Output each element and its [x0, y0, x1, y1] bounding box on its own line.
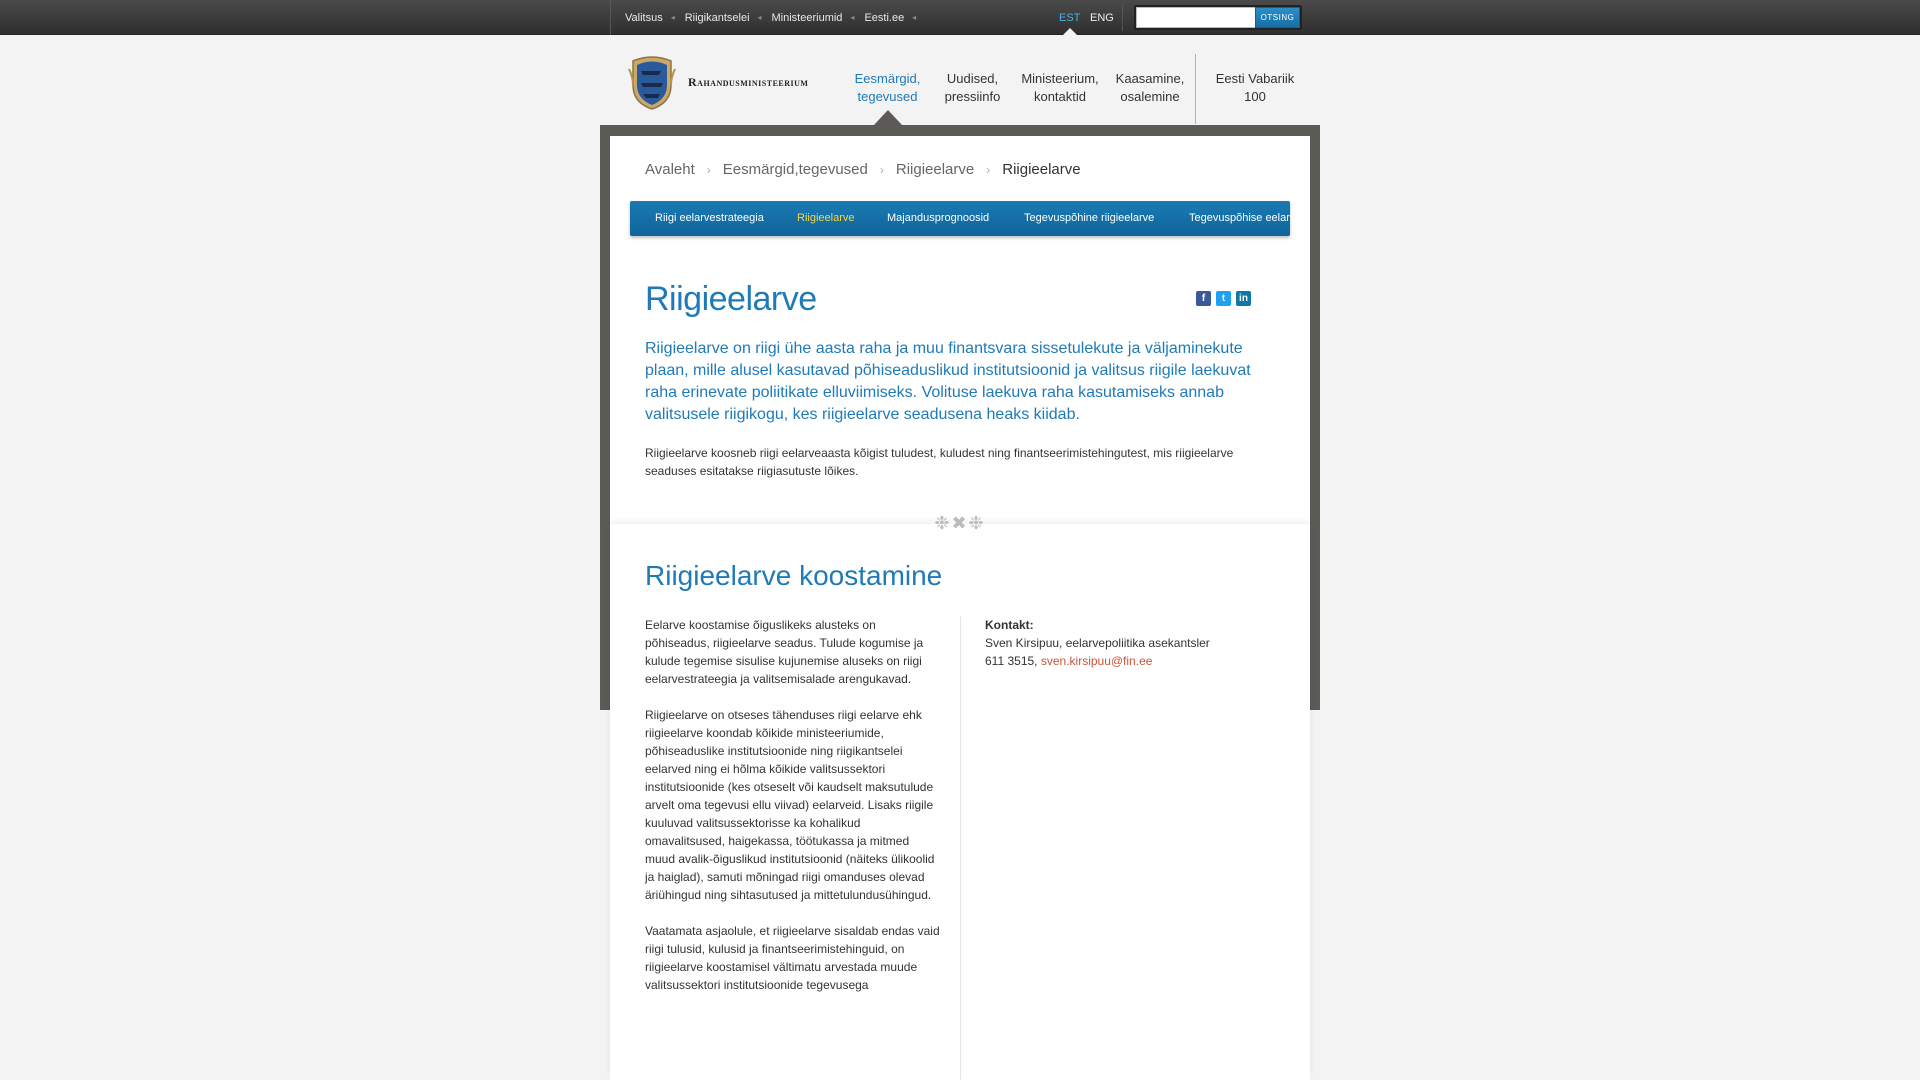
- sub-nav-majandusprognoosid[interactable]: Majandusprognoosid: [887, 212, 990, 224]
- top-divider: [1122, 4, 1123, 31]
- intro-paragraph: Riigieelarve koosneb riigi eelarveaasta kõigist tuludest, kuludest ning finantseerimistehingutest, mis riigieelarve seaduses esitatakse riigiasutuste lõikes.: [645, 446, 1234, 478]
- top-bar: [0, 0, 1920, 35]
- top-link-riigikantselei[interactable]: Riigikantselei ◂: [685, 12, 750, 24]
- main-nav-eesmargid[interactable]: [845, 70, 930, 106]
- lang-est-link[interactable]: EST: [1059, 11, 1081, 24]
- chevron-right-icon: ›: [706, 162, 711, 177]
- section-title: Riigieelarve koostamine: [645, 560, 943, 591]
- search-button[interactable]: OTSING: [1255, 7, 1300, 28]
- main-nav-ministeerium-line1: Ministeerium,: [1021, 71, 1099, 86]
- page-title: Riigieelarve: [645, 280, 817, 318]
- breadcrumb-home[interactable]: Avaleht: [645, 161, 695, 178]
- section-body: [645, 616, 940, 1012]
- sub-nav-tegevuspohine[interactable]: Tegevuspõhine riigieelarve: [1024, 212, 1155, 224]
- breadcrumb-current: Riigieelarve: [1002, 161, 1081, 178]
- section-paragraph-3: Vaatamata asjaolule, et riigieelarve sisaldab endas vaid riigi tulusid, kulusid ja finantseerimistehinguid, on riigieelarve koostamisel vältimatu arvestada muude valitsussektori institutsioonide tegevusega: [645, 924, 940, 992]
- search-input[interactable]: [1136, 7, 1256, 28]
- logo-text: Rahandusministeerium: [688, 75, 809, 89]
- top-link-ministeeriumid[interactable]: Ministeeriumid ◂: [772, 12, 843, 24]
- sub-nav-riigieelarve[interactable]: Riigieelarve: [797, 212, 855, 224]
- nav-active-indicator: [873, 110, 903, 126]
- contact-phone: 611 3515,: [985, 654, 1038, 668]
- lang-active-indicator: [1063, 28, 1077, 35]
- main-content: [610, 136, 1310, 1080]
- site-logo[interactable]: [627, 55, 808, 110]
- main-nav-eesmargid-line1: Eesmärgid,: [854, 71, 921, 86]
- ornament-icon: ❉✖❉: [934, 513, 986, 533]
- breadcrumb-eesmargid[interactable]: Eesmärgid,tegevused: [722, 161, 868, 178]
- main-nav-kaasamine[interactable]: [1105, 70, 1195, 106]
- top-link-eesti-ee[interactable]: Eesti.ee ◂: [864, 12, 904, 24]
- main-nav-eesti-vabariik-line1: Eesti Vabariik: [1215, 71, 1295, 86]
- chevron-right-icon: ›: [879, 162, 884, 177]
- main-nav-eesti-vabariik[interactable]: [1210, 70, 1300, 106]
- section-paragraph-1: Eelarve koostamise õiguslikeks alusteks on põhiseadus, riigieelarve seadus. Tulude kogumise ja kulude tegemise sisulise kujunemise aluseks on riigi eelarvestrateegia ja valitsemisalade arengukavad.: [645, 618, 924, 686]
- column-divider: [960, 616, 961, 1080]
- contact-line: [985, 652, 1285, 670]
- lang-eng-link[interactable]: ENG: [1090, 11, 1114, 24]
- contact-email-link[interactable]: sven.kirsipuu@fin.ee: [1040, 654, 1153, 668]
- coat-of-arms-icon: [627, 55, 677, 110]
- sub-nav-tegevuspohise-eelarve[interactable]: Tegevuspõhise eelarve: [1189, 212, 1302, 224]
- intro-section: [610, 136, 1310, 524]
- main-nav-uudised-line1: Uudised,: [946, 71, 999, 86]
- section-paragraph-2: Riigieelarve on otseses tähenduses riigi eelarve ehk riigieelarve koondab kõikide ministeeriumide, põhiseaduslike institutsioonide ning riigikantselei eelarved ning ei hõlma kõikide valitsussektori institutsioonide (kes otseselt või kaudselt maksutulude arvelt oma tegevusi ellu viivad) eelarveid. Lisaks riigile kuuluvad valitsussektorisse ka kohalikud omavalitsused, haigekassa, töötukassa ja mitmed muud avalik-õiguslikud institutsioonid (näiteks ülikoolid ja haiglad), samuti mõningad riigi omanduses olevad äriühingud ning sihtasutused ja mittetulundusühingud.: [645, 708, 935, 902]
- twitter-icon[interactable]: t: [1216, 291, 1231, 306]
- main-nav-ministeerium-line2: kontaktid: [1033, 89, 1087, 104]
- breadcrumb: [645, 161, 1081, 178]
- main-nav-eesti-vabariik-line2: 100: [1244, 89, 1266, 104]
- main-nav-uudised[interactable]: [930, 70, 1015, 106]
- top-links: [610, 0, 926, 35]
- facebook-icon[interactable]: f: [1196, 291, 1211, 306]
- top-link-valitsus[interactable]: Valitsus ◂: [625, 12, 663, 24]
- main-nav-kaasamine-line1: Kaasamine,: [1115, 71, 1185, 86]
- lead-paragraph: Riigieelarve on riigi ühe aasta raha ja muu finantsvara sissetulekute ja väljaminekute plaan, mille alusel kasutavad põhiseaduslikud institutsioonid ja valitsus riigile laekuvat raha erinevate poliitikate elluviimiseks. Volituse laekuva raha kasutamiseks annab valitsusele riigikogu, kes riigieelarve seadusena heaks kiidab.: [645, 340, 1251, 423]
- contact-label: Kontakt:: [985, 618, 1034, 632]
- breadcrumb-riigieelarve[interactable]: Riigieelarve: [895, 161, 975, 178]
- main-nav-uudised-line2: pressiinfo: [944, 89, 1001, 104]
- contact-name: Sven Kirsipuu, eelarvepoliitika asekantsler: [985, 636, 1210, 650]
- main-nav-eesmargid-line2: tegevused: [857, 89, 918, 104]
- linkedin-icon[interactable]: in: [1236, 291, 1251, 306]
- contact-box: [985, 616, 1285, 670]
- main-nav-ministeerium[interactable]: [1015, 70, 1105, 106]
- main-nav-kaasamine-line2: osalemine: [1120, 89, 1180, 104]
- nav-divider: [1195, 54, 1196, 124]
- sub-nav: [630, 201, 1302, 236]
- chevron-right-icon: ›: [986, 162, 991, 177]
- sub-nav-eelarvestrateegia[interactable]: Riigi eelarvestrateegia: [655, 212, 764, 224]
